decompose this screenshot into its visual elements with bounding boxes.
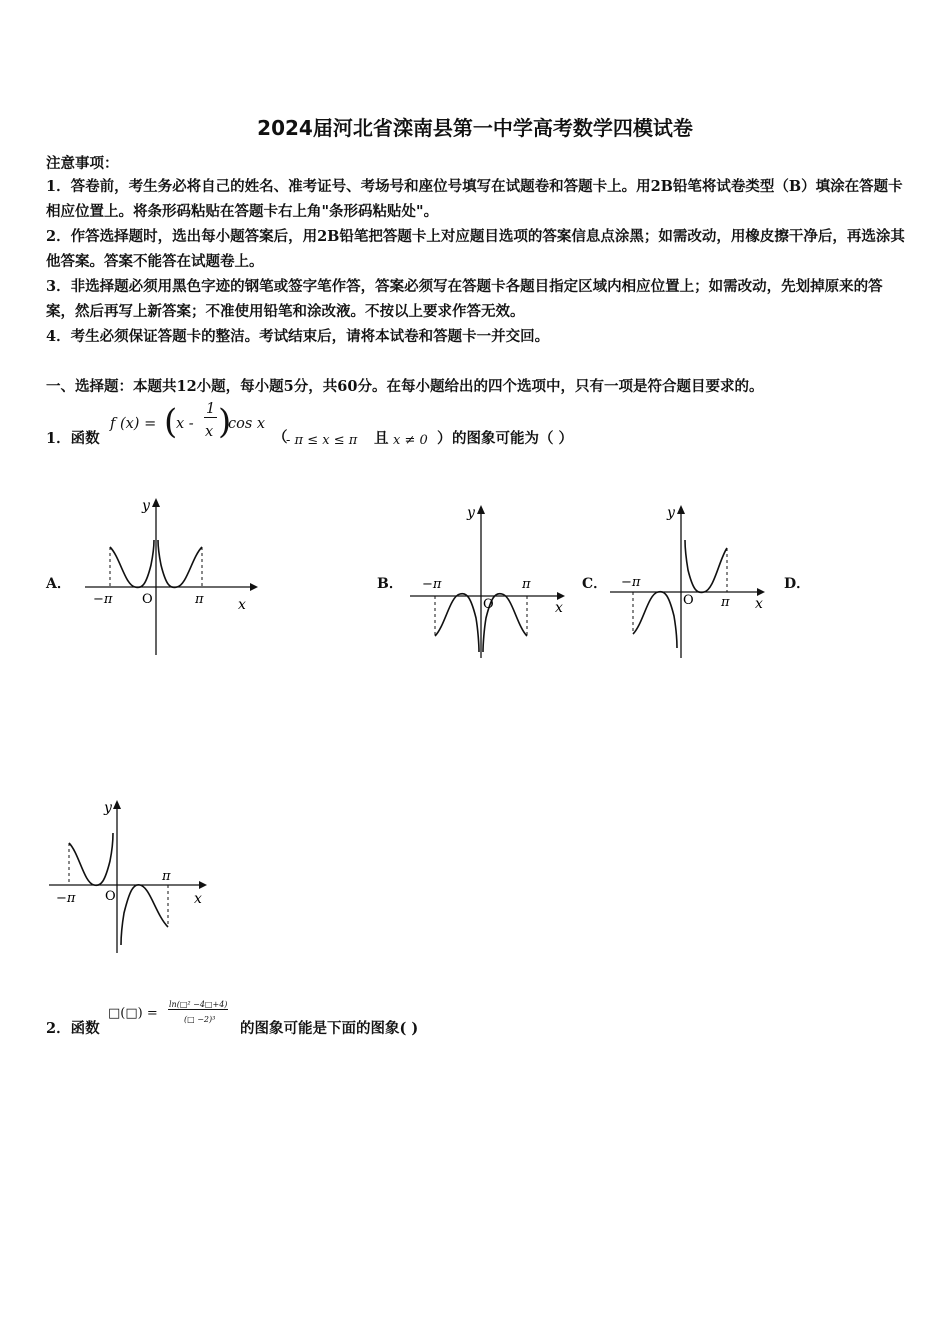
q1-paren-left: ( bbox=[164, 402, 178, 442]
graph-a-y-label: y bbox=[142, 498, 150, 514]
graph-c-pi-label: π bbox=[721, 595, 730, 610]
q1-formula-x: x - bbox=[176, 416, 194, 432]
q2-formula-den: (□ −2)³ bbox=[184, 1015, 216, 1024]
graph-d-x-arrow bbox=[199, 881, 207, 889]
section-heading: 一、选择题：本题共12小题，每小题5分，共60分。在每小题给出的四个选项中，只有一项是符合题目要求的。 bbox=[46, 378, 764, 395]
question-1 bbox=[46, 400, 906, 450]
q1-formula-num: 1 bbox=[206, 401, 216, 417]
q1-formula-den: x bbox=[205, 424, 214, 440]
graph-d bbox=[44, 795, 219, 960]
graph-c-origin-label: O bbox=[683, 593, 694, 608]
graph-c-y-arrow bbox=[677, 505, 685, 514]
notice-item-1: 1．答卷前，考生务必将自己的姓名、准考证号、考场号和座位号填写在试题卷和答题卡上。用2B铅笔将试卷类型（B）填涂在答题卡相应位置上。将条形码粘贴在答题卡右上角"条形码粘贴处"。 bbox=[46, 178, 903, 220]
graph-c-x-arrow bbox=[757, 588, 765, 596]
q1-cond-neq: x ≠ 0 bbox=[393, 433, 428, 448]
question-2 bbox=[46, 1000, 546, 1040]
graph-d-x-label: x bbox=[194, 891, 202, 907]
graph-a-neg-pi-label: −π bbox=[93, 592, 113, 607]
graph-c-y-label: y bbox=[667, 505, 675, 521]
q1-formula-cos: cos x bbox=[228, 416, 266, 432]
graph-b-x-arrow bbox=[557, 592, 565, 600]
graph-c-x-label: x bbox=[755, 596, 763, 612]
graph-b bbox=[405, 500, 575, 665]
graph-d-curve bbox=[69, 833, 168, 945]
page-title: 2024届河北省滦南县第一中学高考数学四模试卷 bbox=[257, 116, 693, 140]
graph-b-pi-label: π bbox=[522, 577, 531, 592]
graph-a-x-label: x bbox=[238, 597, 246, 613]
q1-cond-close: ） bbox=[437, 430, 452, 447]
graph-d-y-arrow bbox=[113, 800, 121, 809]
graph-b-origin-label: O bbox=[483, 597, 494, 612]
q1-cond-range: - π ≤ x ≤ π bbox=[286, 433, 358, 448]
graph-b-y-label: y bbox=[467, 505, 475, 521]
graph-a-origin-label: O bbox=[142, 592, 153, 607]
q1-paren-right: ) bbox=[218, 402, 232, 442]
q2-formula-num: ln(□² −4□+4) bbox=[169, 1000, 228, 1009]
option-b-label: B． bbox=[377, 576, 403, 592]
question-2-number: 2．函数 bbox=[46, 1020, 100, 1037]
graph-d-pi-label: π bbox=[162, 869, 171, 884]
q1-suffix: 的图象可能为（ ） bbox=[452, 430, 574, 447]
option-c-label: C． bbox=[582, 576, 608, 592]
q2-formula-lhs: □(□) = bbox=[108, 1006, 158, 1021]
graph-b-neg-pi-label: −π bbox=[422, 577, 442, 592]
graph-b-y-arrow bbox=[477, 505, 485, 514]
graph-a-y-arrow bbox=[152, 498, 160, 507]
option-a-label: A． bbox=[46, 576, 71, 592]
graph-d-neg-pi-label: −π bbox=[56, 891, 76, 906]
graph-d-y-label: y bbox=[104, 800, 112, 816]
graph-c-neg-pi-label: −π bbox=[621, 575, 641, 590]
graph-a-x-arrow bbox=[250, 583, 258, 591]
q1-cond-and: 且 bbox=[374, 430, 389, 447]
graph-b-x-label: x bbox=[555, 600, 563, 616]
notice-item-3: 3．非选择题必须用黑色字迹的钢笔或签字笔作答，答案必须写在答题卡各题目指定区域内相应位置上；如需改动，先划掉原来的答案，然后再写上新答案；不准使用铅笔和涂改液。不按以上要求作答无效。 bbox=[46, 278, 883, 320]
option-d-label: D． bbox=[784, 576, 811, 592]
notice-item-2: 2．作答选择题时，选出每小题答案后，用2B铅笔把答题卡上对应题目选项的答案信息点涂黑；如需改动，用橡皮擦干净后，再选涂其他答案。答案不能答在试题卷上。 bbox=[46, 228, 905, 270]
notice-heading: 注意事项： bbox=[46, 155, 119, 172]
question-1-number: 1．函数 bbox=[46, 430, 100, 447]
notice-item-4: 4．考生必须保证答题卡的整洁。考试结束后，请将本试卷和答题卡一并交回。 bbox=[46, 328, 550, 345]
graph-c bbox=[605, 500, 775, 665]
graph-d-origin-label: O bbox=[105, 889, 116, 904]
graph-a bbox=[80, 495, 265, 660]
graph-c-curve bbox=[633, 540, 727, 648]
q2-suffix: 的图象可能是下面的图象( ) bbox=[240, 1020, 419, 1037]
q1-formula-lhs: f (x) = bbox=[110, 416, 157, 432]
q1-cond-open: （ bbox=[273, 429, 288, 446]
graph-a-pi-label: π bbox=[195, 592, 204, 607]
